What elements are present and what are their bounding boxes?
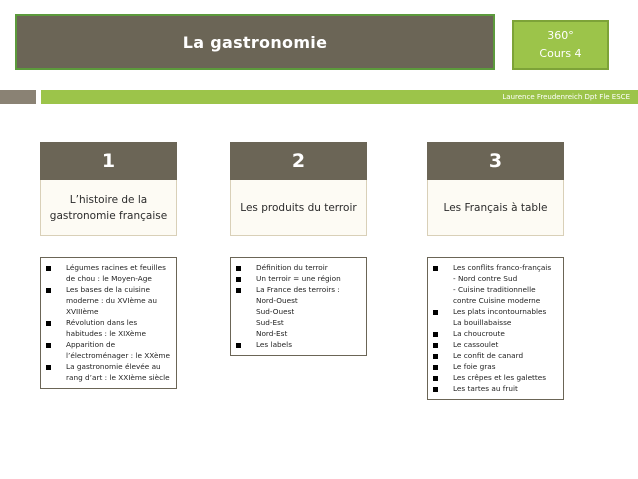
list-item-text: Un terroir = une région [256,274,341,283]
list-item [234,339,362,350]
bullet-icon [46,288,51,293]
author-strip [41,90,638,104]
list-item [44,339,172,361]
page-title: La gastronomie [182,32,328,52]
list-item [44,361,172,383]
bullet-icon [46,343,51,348]
column-1-title: L’histoire de la gastronomie française [40,180,177,236]
column-3-title: Les Français à table [427,180,564,236]
list-item-text: Définition du terroir [256,263,328,272]
title-bar [15,14,495,70]
list-item-text: La choucroute [453,329,505,338]
bullet-icon [46,365,51,370]
bullet-icon [46,321,51,326]
list-item-text: Légumes racines et feuilles de chou : le Moyen-Age [66,263,166,283]
list-item [234,262,362,273]
list-item-text: Les labels [256,340,292,349]
bullet-icon [433,376,438,381]
list-item [431,361,559,372]
list-item-text: Les crêpes et les galettes [453,373,547,382]
list-item-text: Révolution dans les habitudes : le XIXème [66,318,147,338]
list-item-text: Le foie gras [453,362,496,371]
list-item [234,273,362,284]
list-item-text: Le cassoulet [453,340,499,349]
list-item [44,262,172,284]
list-item-text: Le confit de canard [453,351,524,360]
bullet-icon [236,343,241,348]
bullet-icon [433,332,438,337]
list-item [431,262,559,306]
column-2-list [230,257,367,356]
column-3-list [427,257,564,400]
list-item-text: Les conflits franco-français - Nord contre Sud - Cuisine traditionnelle contre Cuisine moderne [453,263,552,305]
author-label: Laurence Freudenreich Dpt Fle ESCE [502,93,630,101]
decorative-strip-grey [0,90,36,104]
column-3-number: 3 [427,142,564,180]
list-item-text: Les bases de la cuisine moderne : du XVIème au XVIIIème [66,285,157,316]
bullet-icon [433,365,438,370]
bullet-icon [46,266,51,271]
bullet-icon [236,288,241,293]
course-badge [512,20,609,70]
bullet-icon [433,387,438,392]
column-1-header [40,142,177,236]
list-item [431,350,559,361]
list-item-text: La France des terroirs : Nord-Ouest Sud-Ouest Sud-Est Nord-Est [256,285,340,338]
badge-line-2: Cours 4 [539,47,582,60]
list-item [431,306,559,328]
list-item-text: La gastronomie élevée au rang d’art : le XXIème siècle [66,362,170,382]
bullet-icon [236,266,241,271]
column-2-number: 2 [230,142,367,180]
list-item-text: Les tartes au fruit [453,384,518,393]
list-item [234,284,362,339]
bullet-icon [433,354,438,359]
column-2-title: Les produits du terroir [230,180,367,236]
bullet-icon [236,277,241,282]
list-item [431,339,559,350]
bullet-icon [433,310,438,315]
list-item [431,328,559,339]
list-item-text: Apparition de l’électroménager : le XXème [66,340,171,360]
badge-line-1: 360° [547,29,574,42]
list-item [431,372,559,383]
column-1-list [40,257,177,389]
list-item [44,317,172,339]
bullet-icon [433,266,438,271]
list-item [44,284,172,317]
column-2-header [230,142,367,236]
column-1-number: 1 [40,142,177,180]
list-item-text: Les plats incontournables La bouillabaisse [453,307,547,327]
bullet-icon [433,343,438,348]
column-3-header [427,142,564,236]
list-item [431,383,559,394]
